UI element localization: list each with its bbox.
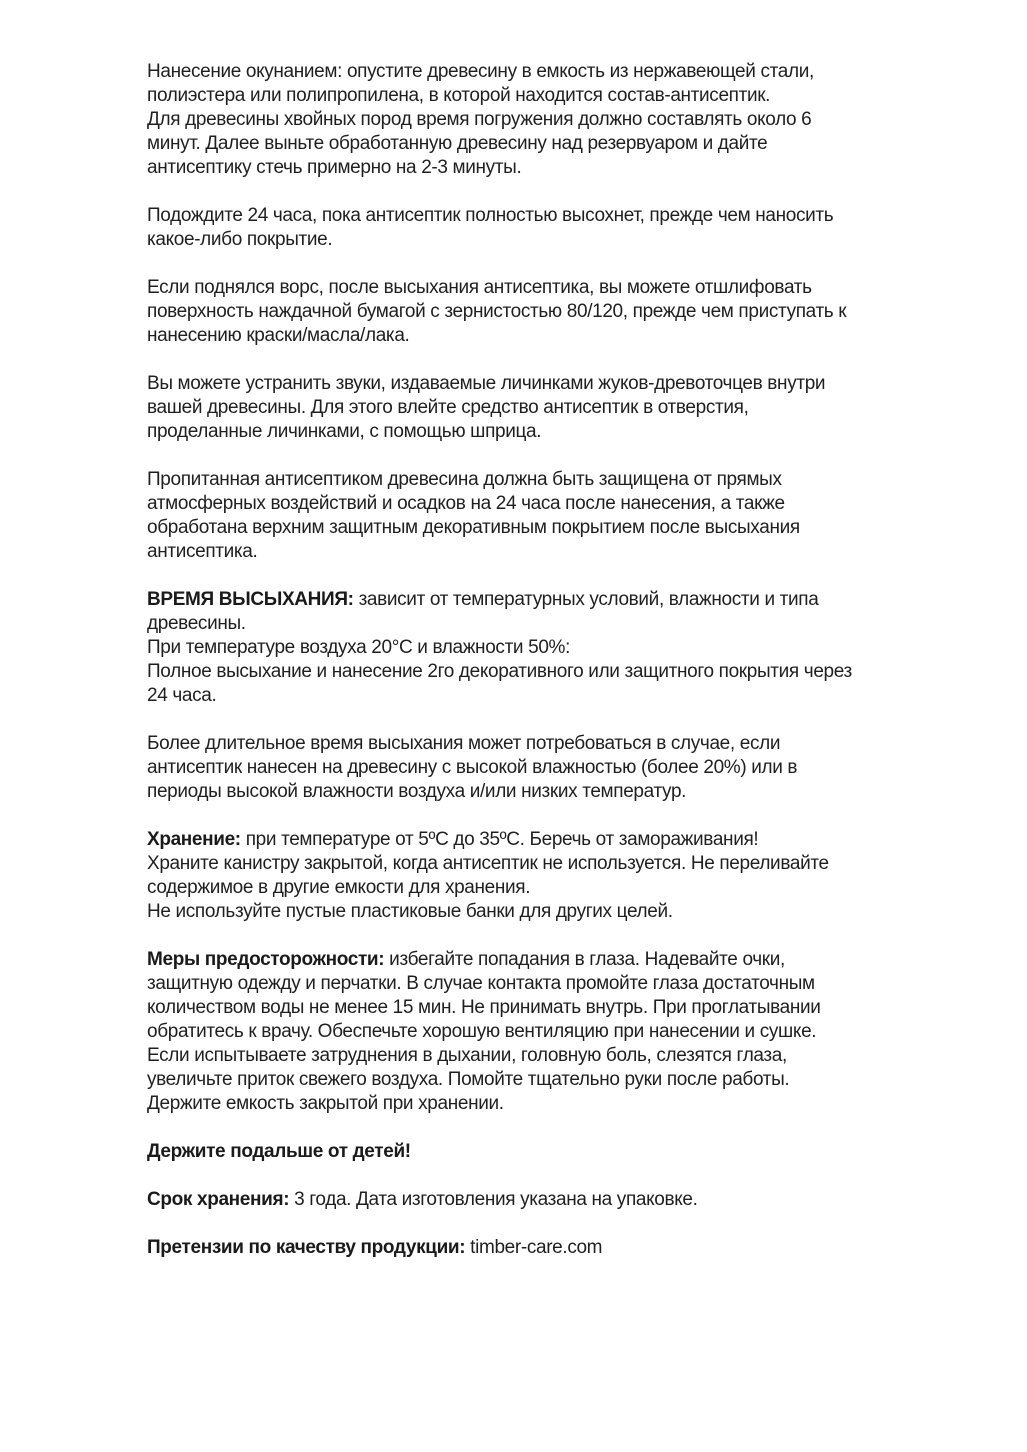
drying-time-intro: зависит от температурных условий, влажности и типа <box>353 589 819 610</box>
text-line: обратитесь к врачу. Обеспечьте хорошую вентиляцию при нанесении и сушке. <box>147 1021 817 1042</box>
storage-intro: при температуре от 5ºC до 35ºC. Беречь от замораживания! <box>240 829 759 850</box>
drying-time-section <box>147 588 977 708</box>
text-line <box>147 948 977 972</box>
text-line: минут. Далее выньте обработанную древесину над резервуаром и дайте <box>147 133 768 154</box>
text-line: Не используйте пустые пластиковые банки для других целей. <box>147 901 673 922</box>
text-line: Вы можете устранить звуки, издаваемые личинками жуков-древоточцев внутри <box>147 373 826 394</box>
text-line: древесины. <box>147 613 246 634</box>
text-line: 24 часа. <box>147 685 217 706</box>
text-line <box>147 588 977 612</box>
text-line: увеличьте приток свежего воздуха. Помойте тщательно руки после работы. <box>147 1069 790 1090</box>
precautions-heading: Меры предосторожности: <box>147 949 385 970</box>
text-line: Если испытываете затруднения в дыхании, головную боль, слезятся глаза, <box>147 1045 787 1066</box>
text-line: вашей древесины. Для этого влейте средство антисептик в отверстия, <box>147 397 749 418</box>
drying-time-heading: ВРЕМЯ ВЫСЫХАНИЯ: <box>147 589 354 610</box>
text-line: периоды высокой влажности воздуха и/или низких температур. <box>147 781 687 802</box>
text-line: нанесению краски/масла/лака. <box>147 325 410 346</box>
text-line: Подождите 24 часа, пока антисептик полностью высохнет, прежде чем наносить <box>147 205 834 226</box>
document-page <box>147 60 977 1284</box>
children-warning-text: Держите подальше от детей! <box>147 1141 411 1162</box>
shelf-life-text: 3 года. Дата изготовления указана на упаковке. <box>289 1189 698 1210</box>
text-line: Более длительное время высыхания может потребоваться в случае, если <box>147 733 781 754</box>
quality-claims-website: timber-care.com <box>465 1237 603 1258</box>
text-line <box>147 828 977 852</box>
precautions-section <box>147 948 977 1116</box>
text-line: какое-либо покрытие. <box>147 229 333 250</box>
text-line: проделанные личинками, с помощью шприца. <box>147 421 542 442</box>
protection-paragraph <box>147 468 977 564</box>
text-line <box>147 1188 977 1212</box>
text-line: количеством воды не менее 15 мин. Не принимать внутрь. При проглатывании <box>147 997 821 1018</box>
text-line: При температуре воздуха 20°С и влажности 50%: <box>147 637 571 658</box>
text-line: Пропитанная антисептиком древесина должна быть защищена от прямых <box>147 469 782 490</box>
text-line: полиэстера или полипропилена, в которой находится состав-антисептик. <box>147 85 771 106</box>
text-line: Держите емкость закрытой при хранении. <box>147 1093 504 1114</box>
storage-section <box>147 828 977 924</box>
text-line: антисептика. <box>147 541 258 562</box>
text-line: атмосферных воздействий и осадков на 24 часа после нанесения, а также <box>147 493 785 514</box>
text-line: Если поднялся ворс, после высыхания антисептика, вы можете отшлифовать <box>147 277 812 298</box>
longer-drying-paragraph <box>147 732 977 804</box>
text-line: Нанесение окунанием: опустите древесину в емкость из нержавеющей стали, <box>147 61 814 82</box>
dipping-application-paragraph <box>147 60 977 180</box>
beetle-larvae-paragraph <box>147 372 977 444</box>
shelf-life-heading: Срок хранения: <box>147 1189 290 1210</box>
children-warning <box>147 1140 977 1164</box>
text-line: антисептик нанесен на древесину с высокой влажностью (более 20%) или в <box>147 757 798 778</box>
quality-claims-section <box>147 1236 977 1260</box>
text-line: защитную одежду и перчатки. В случае контакта промойте глаза достаточным <box>147 973 815 994</box>
text-line: поверхность наждачной бумагой с зернистостью 80/120, прежде чем приступать к <box>147 301 847 322</box>
text-line: антисептику стечь примерно на 2-3 минуты. <box>147 157 522 178</box>
storage-heading: Хранение: <box>147 829 241 850</box>
sanding-paragraph <box>147 276 977 348</box>
text-line <box>147 1236 977 1260</box>
quality-claims-heading: Претензии по качеству продукции: <box>147 1237 466 1258</box>
precautions-intro: избегайте попадания в глаза. Надевайте очки, <box>384 949 785 970</box>
shelf-life-section <box>147 1188 977 1212</box>
text-line: Полное высыхание и нанесение 2го декоративного или защитного покрытия через <box>147 661 852 682</box>
text-line: Для древесины хвойных пород время погружения должно составлять около 6 <box>147 109 812 130</box>
wait-24h-paragraph <box>147 204 977 252</box>
text-line: Храните канистру закрытой, когда антисептик не используется. Не переливайте <box>147 853 829 874</box>
text-line: содержимое в другие емкости для хранения. <box>147 877 531 898</box>
text-line: обработана верхним защитным декоративным покрытием после высыхания <box>147 517 800 538</box>
